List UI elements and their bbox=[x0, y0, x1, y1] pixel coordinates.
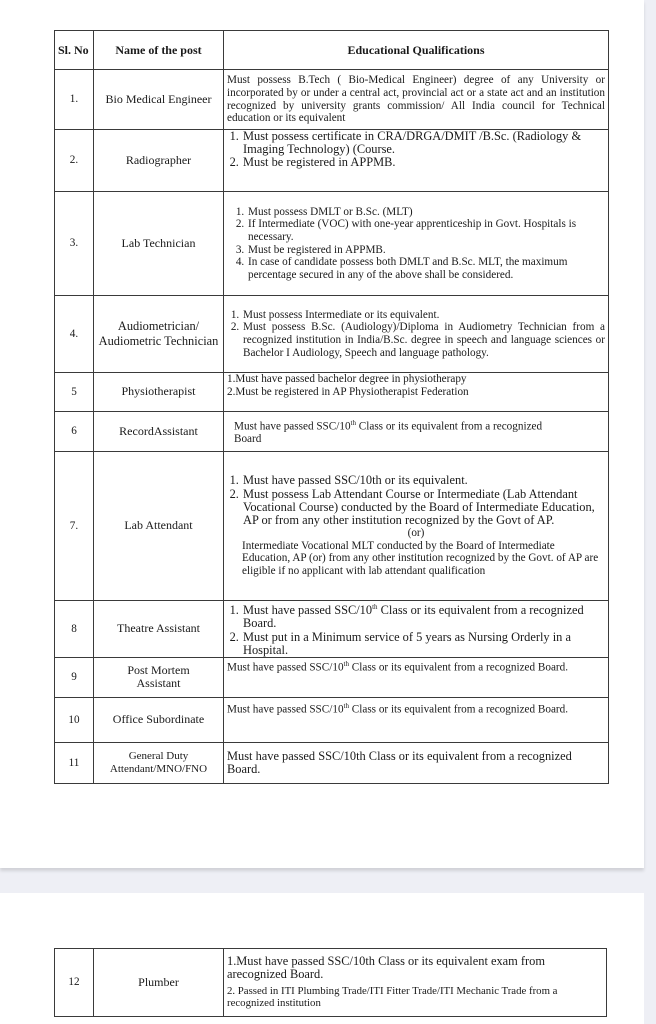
qualification-item: 2. Must be registered in APPMB. bbox=[242, 156, 605, 169]
qualification-item: 2. Must possess B.Sc. (Audiology)/Diploma in Audiometry Technician from a recognized institution in India/B.Sc. degree in speech and language sciences or Bachelor I Audiology, Speech and language pathology. bbox=[242, 321, 605, 359]
row-qualification: Must have passed SSC/10th Class or its equivalent from a recognized Board bbox=[224, 412, 609, 452]
row-qualification bbox=[224, 373, 609, 412]
qualification-item: 2. Must put in a Minimum service of 5 years as Nursing Orderly in a Hospital. bbox=[242, 631, 605, 657]
row-post-name: Lab Attendant bbox=[94, 452, 224, 601]
table-row bbox=[55, 373, 609, 412]
table-row bbox=[55, 601, 609, 658]
row-sl-no: 4. bbox=[55, 296, 94, 373]
qualification-item: 1. Must possess Intermediate or its equivalent. bbox=[242, 309, 605, 322]
qualifications-table bbox=[54, 30, 609, 784]
table-row bbox=[55, 70, 609, 130]
qualification-item: 2. Must possess Lab Attendant Course or Intermediate (Lab Attendant Vocational Course) conducted by the Board of Intermediate Education, AP or from any other institution recognized by the Govt of AP. bbox=[242, 488, 605, 528]
row-post-name: Post Mortem Assistant bbox=[94, 657, 224, 697]
row-qualification bbox=[224, 601, 609, 658]
table-row bbox=[55, 130, 609, 192]
row-sl-no: 11 bbox=[55, 742, 94, 783]
row-sl-no: 3. bbox=[55, 192, 94, 296]
qualification-line: 1.Must have passed bachelor degree in physiotherapy bbox=[227, 373, 467, 385]
row-post-name: General Duty Attendant/MNO/FNO bbox=[94, 742, 224, 783]
row-qualification bbox=[224, 192, 609, 296]
header-sl-no: Sl. No bbox=[55, 31, 94, 70]
table-row bbox=[55, 697, 609, 742]
table-row bbox=[55, 192, 609, 296]
row-qualification: Must have passed SSC/10th Class or its equivalent from a recognized Board. bbox=[224, 697, 609, 742]
row-post-name: Plumber bbox=[94, 949, 224, 1017]
qualification-item: 4. In case of candidate possess both DMLT and B.Sc. MLT, the maximum percentage secured in any of the above shall be considered. bbox=[247, 256, 605, 281]
qualification-item: 1. Must have passed SSC/10th Class or its equivalent from a recognized Board. bbox=[242, 601, 605, 631]
row-sl-no: 9 bbox=[55, 657, 94, 697]
row-post-name: Audiometrician/ Audiometric Technician bbox=[94, 296, 224, 373]
qualification-item: 1. Must possess certificate in CRA/DRGA/DMIT /B.Sc. (Radiology & Imaging Technology) (Course. bbox=[242, 130, 605, 156]
table-header-row bbox=[55, 31, 609, 70]
row-post-name: Lab Technician bbox=[94, 192, 224, 296]
table-row bbox=[55, 452, 609, 601]
or-separator: (or) bbox=[407, 527, 425, 540]
row-sl-no: 5 bbox=[55, 373, 94, 412]
row-post-name: Physiotherapist bbox=[94, 373, 224, 412]
qualification-item: 3. Must be registered in APPMB. bbox=[247, 244, 605, 257]
header-post-name: Name of the post bbox=[94, 31, 224, 70]
row-post-name: Radiographer bbox=[94, 130, 224, 192]
row-sl-no: 2. bbox=[55, 130, 94, 192]
qualification-item: 2. If Intermediate (VOC) with one-year apprenticeship in Govt. Hospitals is necessary. bbox=[247, 218, 605, 243]
row-sl-no: 10 bbox=[55, 697, 94, 742]
row-qualification: Must have passed SSC/10th Class or its equivalent from a recognized Board. bbox=[224, 742, 609, 783]
qualification-line: 2.Must be registered in AP Physiotherapist Federation bbox=[227, 385, 469, 398]
qualification-line: 2. Passed in ITI Plumbing Trade/ITI Fitter Trade/ITI Mechanic Trade from a recognized institution bbox=[227, 984, 558, 1010]
row-post-name: Theatre Assistant bbox=[94, 601, 224, 658]
row-sl-no: 7. bbox=[55, 452, 94, 601]
qualification-item: 1. Must have passed SSC/10th or its equivalent. bbox=[242, 474, 605, 487]
row-sl-no: 8 bbox=[55, 601, 94, 658]
row-sl-no: 1. bbox=[55, 70, 94, 130]
row-post-name: Office Subordinate bbox=[94, 697, 224, 742]
table-row bbox=[55, 742, 609, 783]
qualifications-table-continued bbox=[54, 948, 607, 1017]
qualification-line: 1.Must have passed SSC/10th Class or its equivalent exam from arecognized Board. bbox=[227, 954, 545, 982]
row-qualification: Must possess B.Tech ( Bio-Medical Engineer) degree of any University or incorporated by or under a central act, provincial act or a state act and an institution recognized by university grants commission/ All India council for Technical education or its equivalent bbox=[224, 70, 609, 130]
row-post-name: Bio Medical Engineer bbox=[94, 70, 224, 130]
row-qualification bbox=[224, 949, 607, 1017]
table-row bbox=[55, 657, 609, 697]
table-row bbox=[55, 949, 607, 1017]
header-qualifications: Educational Qualifications bbox=[224, 31, 609, 70]
row-qualification bbox=[224, 296, 609, 373]
document-page-2 bbox=[0, 893, 644, 1024]
row-qualification: Must have passed SSC/10th Class or its equivalent from a recognized Board. bbox=[224, 657, 609, 697]
row-qualification bbox=[224, 130, 609, 192]
table-row bbox=[55, 412, 609, 452]
table-row bbox=[55, 296, 609, 373]
row-sl-no: 12 bbox=[55, 949, 94, 1017]
row-qualification bbox=[224, 452, 609, 601]
qualification-alternative: Intermediate Vocational MLT conducted by the Board of Intermediate Education, AP (or) from any other institution recognized by the Govt. of AP are eligible if no applicant with lab attendant qualification bbox=[242, 539, 599, 577]
row-sl-no: 6 bbox=[55, 412, 94, 452]
row-post-name: RecordAssistant bbox=[94, 412, 224, 452]
qualification-item: 1. Must possess DMLT or B.Sc. (MLT) bbox=[247, 206, 605, 219]
